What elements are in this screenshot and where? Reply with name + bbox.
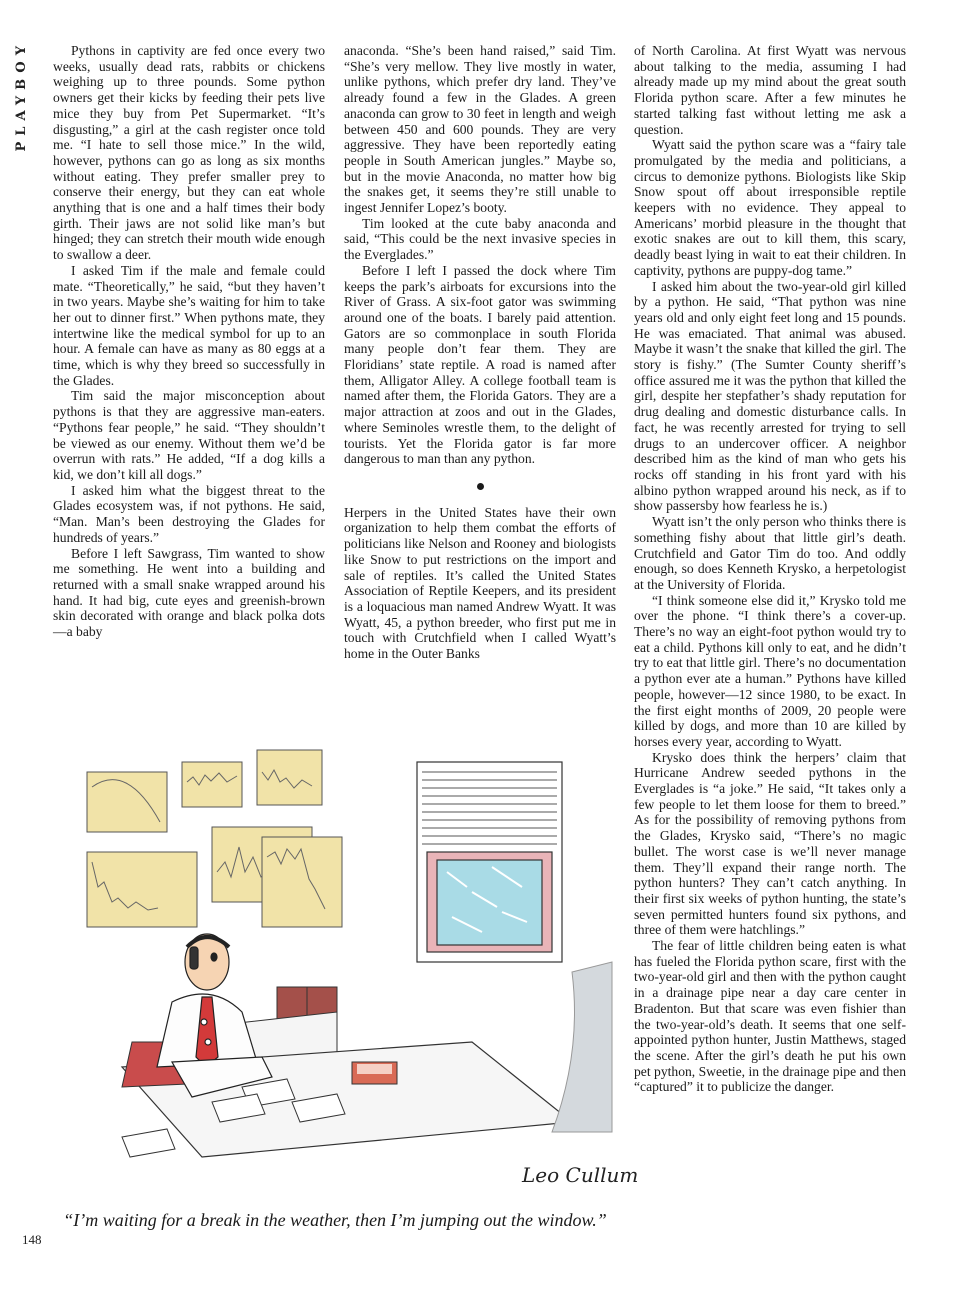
paragraph: Tim said the major misconception about pythons is that they are aggressive man-eaters. “Pythons fear people,” he said. “They shouldn’t be viewed as our enemy. Without them we’d be overrun with rats.” He added, “If a dog kills a kid, we don’t kill all dogs.” <box>53 388 325 482</box>
paragraph: Wyatt isn’t the only person who thinks there is something fishy about that little girl’s death. Crutchfield and Gator Tim do too. And oddly enough, so does Kenneth Krysko, a herpetologist at the University of Florida. <box>634 514 906 592</box>
paragraph: “I think someone else did it,” Krysko told me over the phone. “I think there’s a cover-up. There’s no way an eight-foot python would try to eat a child. Pythons kill only to eat, and he didn’t try to eat that little girl. There’s no documentation a python ever ate a human.” Pythons have killed people, however—12 since 1980, to be exact. In the first eight months of 2009, 20 people were killed by dogs, and more than 10 are killed by horses every year, according to Wyatt. <box>634 592 906 749</box>
paragraph: Before I left I passed the dock where Tim keeps the park’s airboats for excursions into the River of Grass. A six-foot gator was swimming around one of the boats. I barely paid attention. Gators are so commonplace in south Florida many people don’t fear them. They are Floridians’ state reptile. A road is named after them, Alligator Alley. A college football team is named after them, the Florida Gators. They are a major attraction at zoos and out in the Glades, where Seminoles wrestle them, to the delight of tourists. Yet the Florida gator is far more dangerous to man than any python. <box>344 262 616 467</box>
paragraph: Tim looked at the cute baby anaconda and said, “This could be the next invasive species in the Everglades.” <box>344 215 616 263</box>
paragraph: I asked Tim if the male and female could mate. “Theoretically,” he said, “but they haven’t in two years. Maybe she’s waiting for him to take her out to dinner first.” When pythons mate, they intertwine like the medical symbol for up to an hour. A female can have as many as 80 eggs at a time, which is why they breed so successfully in the Glades. <box>53 262 325 388</box>
paragraph: anaconda. “She’s been hand raised,” said Tim. “She’s very mellow. They live mostly in water, unlike pythons, which prefer dry land. They’ve already found a few in the Glades. A green anaconda can grow to 30 feet in length and weigh between 450 and 600 pounds. They are very aggressive. They have been reportedly eating people in South American jungles.” Maybe so, but in the movie Anaconda, no matter how big the snakes get, it seems they’re still unable to ingest Jennifer Lopez’s booty. <box>344 43 616 216</box>
paragraph: Krysko does think the herpers’ claim that Hurricane Andrew seeded pythons in the Everglades is “a joke.” He said, “It takes only a few people to let them loose for them to breed.” As for the possibility of removing pythons from the Glades, Krysko said, “There’s no magic bullet. The worst case is we’ll never manage them. They’ll expand their range north. The python hunters? They can’t catch anything. In their first six weeks of python hunting, the state’s seven permitted hunters found six pythons, and three of them were hatchlings.” <box>634 749 906 938</box>
article-column-2 <box>344 43 616 662</box>
cartoon-illustration <box>52 742 639 1197</box>
paragraph: of North Carolina. At first Wyatt was nervous about talking to the media, assuming I had already made up my mind about the great south Florida python scare. After a few minutes he started talking fast without letting me ask a question. <box>634 43 906 137</box>
cartoon-caption: “I’m waiting for a break in the weather, then I’m jumping out the window.” <box>63 1210 607 1230</box>
paragraph: Pythons in captivity are fed once every two weeks, usually dead rats, rabbits or chickens weighing up to three pounds. Some python owners get their kicks by feeding their pets live mice they buy from Pet Supermarket. “It’s disgusting,” a girl at the cash register once told me. “I hate to sell those mice.” In the wild, however, pythons can go as long as six months without eating. They prefer smaller prey to conserve their energy, but they can eat whole anything that is one and a half times their body girth. Their jaws are not solid like man’s but hinged; they can stretch their mouth wide enough to swallow a deer. <box>53 43 325 263</box>
paragraph: I asked him about the two-year-old girl killed by a python. He said, “That python was nine years old and only eight feet long and 15 pounds. He was emaciated. That animal was abused. Maybe it wasn’t the snake that killed the girl. The story is fishy.” (The Sumter County sheriff’s office assured me it was the python that killed the girl, despite her stepfather’s shady reputation for drug dealing and domestic disturbance calls. In fact, he was recently arrested for trying to sell drugs to an undercover officer. A neighbor described him as the kind of man who gets his rocks off standing in his front yard with his albino python wrapped around his neck, as if to show passersby how fearless he is.) <box>634 278 906 514</box>
paragraph: Herpers in the United States have their own organization to help them combat the efforts of politicians like Nelson and Rooney and biologists like Snow to put restrictions on the import and sale of reptiles. It’s called the United States Association of Reptile Keepers, and its president is a loquacious man named Andrew Wyatt. It was Wyatt, 45, a python breeder, who first put me in touch with Crutchfield when I called Wyatt’s home in the Outer Banks <box>344 504 616 662</box>
page-number: 148 <box>22 1232 42 1247</box>
paragraph: The fear of little children being eaten is what has fueled the Florida python scare, first with the two-year-old girl and then with the python caught in a drainage pipe near a day care center in Bradenton. But that scare was even fishier than the two-year-old’s death. It seems that one self-appointed python hunter, Justin Matthews, staged the scene. After the girl’s death he put his own pet python, Sweetie, in the drainage pipe and then “captured” it to publicize the danger. <box>634 938 906 1095</box>
magazine-logo: PLAYBOY <box>14 40 29 152</box>
article-column-3 <box>634 43 906 1095</box>
paragraph: Before I left Sawgrass, Tim wanted to show me something. He went into a building and returned with a small snake wrapped around his hand. It had big, cute eyes and greenish-brown skin decorated with orange and black polka dots—a baby <box>53 545 325 640</box>
window <box>417 762 562 962</box>
article-column-1 <box>53 43 325 640</box>
section-break-bullet <box>344 479 616 495</box>
cartoonist-signature: Leo Cullum <box>522 1163 639 1187</box>
paragraph: I asked him what the biggest threat to the Glades ecosystem was, if not pythons. He said, “Man. Man’s been destroying the Glades for hundreds of years.” <box>53 482 325 545</box>
paragraph: Wyatt said the python scare was a “fairy tale promulgated by the media and politicians, a circus to demonize pythons. Biologists like Skip Snow spout off about irresponsible reptile keepers with no evidence. They appeal to Americans’ morbid pleasure in the thought that exotic snakes are out to kill them, this scary, deadly beast lying in wait to eat their children. In captivity, pythons are puppy-dog tame.” <box>634 137 906 278</box>
